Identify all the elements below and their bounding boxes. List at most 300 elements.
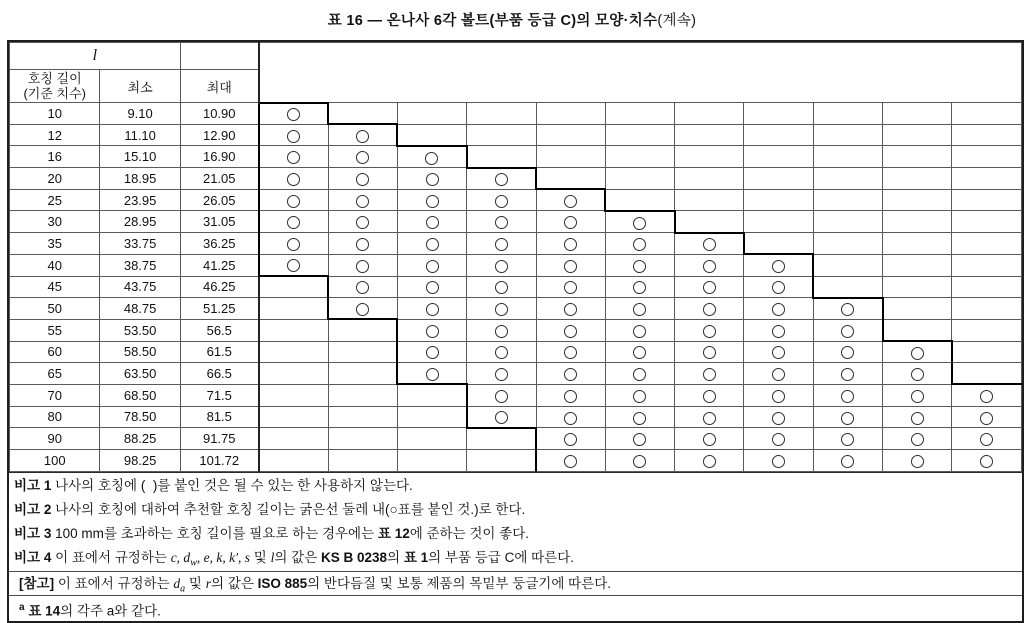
empty-cell — [813, 254, 882, 276]
mark-cell — [467, 298, 536, 320]
min-cell: 23.95 — [100, 189, 180, 211]
empty-cell — [883, 254, 952, 276]
circle-mark — [287, 238, 300, 251]
length-cell: 12 — [10, 124, 100, 146]
mark-cell — [259, 168, 328, 190]
mark-cell — [744, 341, 813, 363]
max-cell: 101.72 — [180, 450, 258, 472]
mark-cell — [605, 254, 674, 276]
min-cell: 98.25 — [100, 450, 180, 472]
mark-cell — [744, 298, 813, 320]
header-empty-cell — [180, 43, 258, 70]
circle-mark — [564, 390, 577, 403]
empty-cell — [883, 298, 952, 320]
table-title — [0, 9, 1024, 30]
circle-mark — [772, 390, 785, 403]
mark-cell — [952, 384, 1022, 406]
table-row — [10, 384, 1022, 406]
empty-cell — [328, 428, 397, 450]
mark-cell — [605, 319, 674, 341]
circle-mark — [564, 455, 577, 468]
circle-mark — [356, 238, 369, 251]
empty-cell — [259, 298, 328, 320]
mark-cell — [397, 298, 466, 320]
min-cell: 28.95 — [100, 211, 180, 233]
max-cell: 26.05 — [180, 189, 258, 211]
empty-cell — [605, 124, 674, 146]
mark-cell — [744, 450, 813, 472]
circle-mark — [356, 151, 369, 164]
max-cell: 12.90 — [180, 124, 258, 146]
mark-cell — [397, 363, 466, 385]
mark-cell — [467, 211, 536, 233]
circle-mark — [633, 412, 646, 425]
mark-cell — [467, 341, 536, 363]
mark-cell — [536, 254, 605, 276]
mark-cell — [397, 168, 466, 190]
min-cell: 88.25 — [100, 428, 180, 450]
circle-mark — [772, 433, 785, 446]
mark-cell — [675, 341, 744, 363]
circle-mark — [911, 390, 924, 403]
mark-cell — [397, 254, 466, 276]
circle-mark — [426, 238, 439, 251]
table-row — [10, 103, 1022, 125]
circle-mark — [426, 325, 439, 338]
empty-cell — [952, 103, 1022, 125]
mark-cell — [744, 276, 813, 298]
empty-cell — [883, 103, 952, 125]
note-line — [9, 498, 1022, 522]
circle-mark — [911, 455, 924, 468]
max-cell: 41.25 — [180, 254, 258, 276]
l-symbol: l — [92, 47, 98, 64]
circle-mark — [287, 195, 300, 208]
mark-cell — [605, 276, 674, 298]
mark-cell — [467, 233, 536, 255]
max-cell: 51.25 — [180, 298, 258, 320]
circle-mark — [841, 346, 854, 359]
empty-cell — [605, 103, 674, 125]
header-marks-empty-cell — [259, 43, 1022, 103]
circle-mark — [633, 303, 646, 316]
table-row — [10, 428, 1022, 450]
table-row — [10, 450, 1022, 472]
note-text-segment: 비고 2 — [14, 501, 52, 517]
empty-cell — [397, 124, 466, 146]
note-text-segment: 표 12 — [377, 525, 410, 541]
circle-mark — [426, 216, 439, 229]
circle-mark — [356, 260, 369, 273]
circle-mark — [633, 217, 646, 230]
circle-mark — [564, 412, 577, 425]
empty-cell — [675, 211, 744, 233]
mark-cell — [744, 406, 813, 428]
table-row — [10, 254, 1022, 276]
circle-mark — [772, 303, 785, 316]
circle-mark — [703, 260, 716, 273]
length-cell: 60 — [10, 341, 100, 363]
circle-mark — [426, 303, 439, 316]
empty-cell — [883, 146, 952, 168]
table-header — [10, 43, 1022, 103]
circle-mark — [287, 173, 300, 186]
mark-cell — [328, 124, 397, 146]
empty-cell — [813, 168, 882, 190]
circle-mark — [495, 216, 508, 229]
mark-cell — [744, 363, 813, 385]
note-text-segment: 의 부품 등급 C에 따른다. — [428, 549, 575, 565]
empty-cell — [883, 124, 952, 146]
circle-mark — [911, 368, 924, 381]
empty-cell — [813, 276, 882, 298]
note-text-segment: 표 14 — [28, 603, 61, 619]
max-cell: 31.05 — [180, 211, 258, 233]
note-text-segment: 이 표에서 규정하는 — [54, 575, 174, 591]
empty-cell — [813, 146, 882, 168]
empty-cell — [952, 363, 1022, 385]
note-text-segment: [참고] — [19, 575, 55, 591]
mark-cell — [813, 298, 882, 320]
mark-cell — [605, 233, 674, 255]
mark-cell — [883, 363, 952, 385]
note-text-segment: 의 — [387, 549, 404, 565]
empty-cell — [744, 168, 813, 190]
circle-mark — [841, 390, 854, 403]
empty-cell — [467, 146, 536, 168]
empty-cell — [397, 406, 466, 428]
note-text-segment: 나사의 호칭에 ( )를 붙인 것은 될 수 있는 한 사용하지 않는다. — [51, 477, 413, 493]
min-cell: 33.75 — [100, 233, 180, 255]
note-text-segment: 나사의 호칭에 대하여 추천할 호칭 길이는 굵은선 둘레 내(○표를 붙인 것.)로 한다. — [51, 501, 526, 517]
circle-mark — [495, 173, 508, 186]
circle-mark — [980, 433, 993, 446]
mark-cell — [328, 276, 397, 298]
empty-cell — [328, 319, 397, 341]
footnote-line — [14, 596, 1022, 620]
note-text-segment: 의 값은 — [274, 549, 321, 565]
table-body — [10, 103, 1022, 472]
table-row — [10, 406, 1022, 428]
mark-cell — [536, 384, 605, 406]
mark-cell — [952, 428, 1022, 450]
empty-cell — [883, 319, 952, 341]
mark-cell — [259, 146, 328, 168]
empty-cell — [259, 319, 328, 341]
empty-cell — [675, 168, 744, 190]
mark-cell — [536, 341, 605, 363]
mark-cell — [605, 384, 674, 406]
mark-cell — [536, 298, 605, 320]
circle-mark — [703, 412, 716, 425]
max-cell: 21.05 — [180, 168, 258, 190]
empty-cell — [328, 341, 397, 363]
min-cell: 58.50 — [100, 341, 180, 363]
empty-cell — [813, 211, 882, 233]
circle-mark — [426, 281, 439, 294]
circle-mark — [495, 411, 508, 424]
mark-cell — [813, 319, 882, 341]
empty-cell — [744, 189, 813, 211]
mark-cell — [813, 384, 882, 406]
note-text-segment: 의 반다듬질 및 보통 제품의 목밑부 둥글기에 따른다. — [307, 575, 612, 591]
empty-cell — [259, 384, 328, 406]
mark-cell — [467, 276, 536, 298]
circle-mark — [287, 259, 300, 272]
mark-cell — [328, 211, 397, 233]
circle-mark — [287, 108, 300, 121]
circle-mark — [495, 346, 508, 359]
mark-cell — [397, 146, 466, 168]
note-text-segment: 비고 1 — [14, 477, 52, 493]
max-cell: 56.5 — [180, 319, 258, 341]
remark-line — [14, 572, 1022, 596]
max-cell: 46.25 — [180, 276, 258, 298]
circle-mark — [633, 455, 646, 468]
length-cell: 55 — [10, 319, 100, 341]
note-text-segment: 에 준하는 것이 좋다. — [409, 525, 530, 541]
mark-cell — [675, 233, 744, 255]
circle-mark — [356, 130, 369, 143]
mark-cell — [467, 254, 536, 276]
min-cell: 38.75 — [100, 254, 180, 276]
empty-cell — [883, 189, 952, 211]
mark-cell — [397, 341, 466, 363]
mark-cell — [605, 363, 674, 385]
note-text-segment: 의 각주 a와 같다. — [60, 603, 161, 619]
mark-cell — [259, 233, 328, 255]
mark-cell — [675, 428, 744, 450]
mark-cell — [467, 406, 536, 428]
empty-cell — [536, 103, 605, 125]
empty-cell — [675, 146, 744, 168]
circle-mark — [772, 455, 785, 468]
empty-cell — [952, 189, 1022, 211]
table-row — [10, 146, 1022, 168]
mark-cell — [467, 363, 536, 385]
note-text-segment: 표 1 — [403, 549, 429, 565]
circle-mark — [356, 216, 369, 229]
max-cell: 71.5 — [180, 384, 258, 406]
circle-mark — [425, 152, 438, 165]
mark-cell — [952, 450, 1022, 472]
empty-cell — [259, 276, 328, 298]
mark-cell — [744, 254, 813, 276]
empty-cell — [952, 319, 1022, 341]
mark-cell — [397, 189, 466, 211]
empty-cell — [813, 103, 882, 125]
max-cell: 36.25 — [180, 233, 258, 255]
circle-mark — [633, 346, 646, 359]
min-cell: 11.10 — [100, 124, 180, 146]
note-text-segment: 100 mm를 초과하는 호칭 길이를 필요로 하는 경우에는 — [51, 525, 378, 541]
circle-mark — [356, 281, 369, 294]
note-text-segment: 비고 4 — [14, 549, 52, 565]
mark-cell — [744, 319, 813, 341]
circle-mark — [287, 130, 300, 143]
circle-mark — [495, 368, 508, 381]
empty-cell — [813, 233, 882, 255]
note-text-segment: a — [180, 583, 186, 595]
circle-mark — [495, 325, 508, 338]
circle-mark — [426, 346, 439, 359]
circle-mark — [356, 303, 369, 316]
note-text-segment: d — [173, 575, 181, 591]
circle-mark — [703, 455, 716, 468]
circle-mark — [495, 281, 508, 294]
empty-cell — [536, 124, 605, 146]
note-line — [9, 474, 1022, 498]
empty-cell — [952, 298, 1022, 320]
mark-cell — [536, 189, 605, 211]
min-cell: 18.95 — [100, 168, 180, 190]
empty-cell — [883, 276, 952, 298]
mark-cell — [397, 276, 466, 298]
circle-mark — [633, 281, 646, 294]
mark-cell — [536, 233, 605, 255]
length-cell: 50 — [10, 298, 100, 320]
circle-mark — [703, 325, 716, 338]
length-cell: 45 — [10, 276, 100, 298]
mark-cell — [536, 211, 605, 233]
circle-mark — [495, 303, 508, 316]
length-cell: 30 — [10, 211, 100, 233]
note-text-segment: ISO 885 — [257, 575, 308, 591]
empty-cell — [675, 124, 744, 146]
mark-cell — [259, 211, 328, 233]
empty-cell — [883, 233, 952, 255]
empty-cell — [952, 341, 1022, 363]
mark-cell — [259, 124, 328, 146]
mark-cell — [328, 233, 397, 255]
circle-mark — [703, 346, 716, 359]
empty-cell — [605, 168, 674, 190]
mark-cell — [259, 254, 328, 276]
circle-mark — [426, 173, 439, 186]
mark-cell — [328, 189, 397, 211]
mark-cell — [675, 384, 744, 406]
mark-cell — [467, 384, 536, 406]
empty-cell — [952, 233, 1022, 255]
empty-cell — [536, 146, 605, 168]
max-cell: 91.75 — [180, 428, 258, 450]
circle-mark — [287, 216, 300, 229]
circle-mark — [841, 325, 854, 338]
empty-cell — [397, 450, 466, 472]
length-cell: 65 — [10, 363, 100, 385]
circle-mark — [841, 455, 854, 468]
mark-cell — [883, 428, 952, 450]
mark-cell — [883, 406, 952, 428]
empty-cell — [328, 450, 397, 472]
mark-cell — [536, 363, 605, 385]
mark-cell — [605, 406, 674, 428]
mark-cell — [605, 450, 674, 472]
mark-cell — [883, 341, 952, 363]
circle-mark — [564, 433, 577, 446]
note-line — [9, 546, 1022, 570]
circle-mark — [495, 195, 508, 208]
mark-cell — [467, 168, 536, 190]
max-column-header: 최대 — [180, 70, 258, 103]
circle-mark — [841, 303, 854, 316]
length-cell: 80 — [10, 406, 100, 428]
empty-cell — [397, 384, 466, 406]
empty-cell — [605, 189, 674, 211]
mark-cell — [467, 189, 536, 211]
empty-cell — [744, 211, 813, 233]
mark-cell — [744, 428, 813, 450]
note-text-segment: 의 값은 — [210, 575, 258, 591]
length-cell: 20 — [10, 168, 100, 190]
min-cell: 43.75 — [100, 276, 180, 298]
note-text-segment: 및 — [185, 575, 206, 591]
empty-cell — [328, 384, 397, 406]
circle-mark — [495, 390, 508, 403]
table-row — [10, 168, 1022, 190]
circle-mark — [703, 390, 716, 403]
mark-cell — [328, 146, 397, 168]
mark-cell — [467, 319, 536, 341]
footnote-row — [9, 595, 1022, 621]
min-column-header: 최소 — [100, 70, 180, 103]
empty-cell — [675, 189, 744, 211]
empty-cell — [744, 146, 813, 168]
circle-mark — [633, 368, 646, 381]
circle-mark — [911, 433, 924, 446]
mark-cell — [328, 254, 397, 276]
circle-mark — [772, 368, 785, 381]
mark-cell — [328, 168, 397, 190]
circle-mark — [633, 238, 646, 251]
empty-cell — [467, 103, 536, 125]
mark-cell — [675, 298, 744, 320]
circle-mark — [911, 347, 924, 360]
mark-cell — [675, 276, 744, 298]
empty-cell — [536, 168, 605, 190]
min-cell: 9.10 — [100, 103, 180, 125]
note-text-segment: r — [205, 575, 211, 591]
note-text-segment: 비고 3 — [14, 525, 52, 541]
table-row — [10, 319, 1022, 341]
empty-cell — [813, 189, 882, 211]
empty-cell — [259, 406, 328, 428]
circle-mark — [495, 260, 508, 273]
empty-cell — [259, 428, 328, 450]
empty-cell — [952, 146, 1022, 168]
empty-cell — [328, 103, 397, 125]
circle-mark — [426, 195, 439, 208]
table-title-continued: (계속) — [657, 13, 697, 29]
mark-cell — [813, 428, 882, 450]
table-row — [10, 233, 1022, 255]
circle-mark — [564, 368, 577, 381]
length-header-line1: 호칭 길이 — [27, 71, 82, 86]
circle-mark — [703, 368, 716, 381]
mark-cell — [883, 384, 952, 406]
mark-cell — [536, 450, 605, 472]
circle-mark — [564, 346, 577, 359]
circle-mark — [426, 260, 439, 273]
table-row — [10, 124, 1022, 146]
mark-cell — [536, 319, 605, 341]
circle-mark — [703, 433, 716, 446]
mark-cell — [397, 233, 466, 255]
l-symbol-header — [10, 43, 181, 70]
mark-cell — [675, 254, 744, 276]
circle-mark — [633, 325, 646, 338]
note-text-segment: 이 표에서 규정하는 — [51, 549, 171, 565]
